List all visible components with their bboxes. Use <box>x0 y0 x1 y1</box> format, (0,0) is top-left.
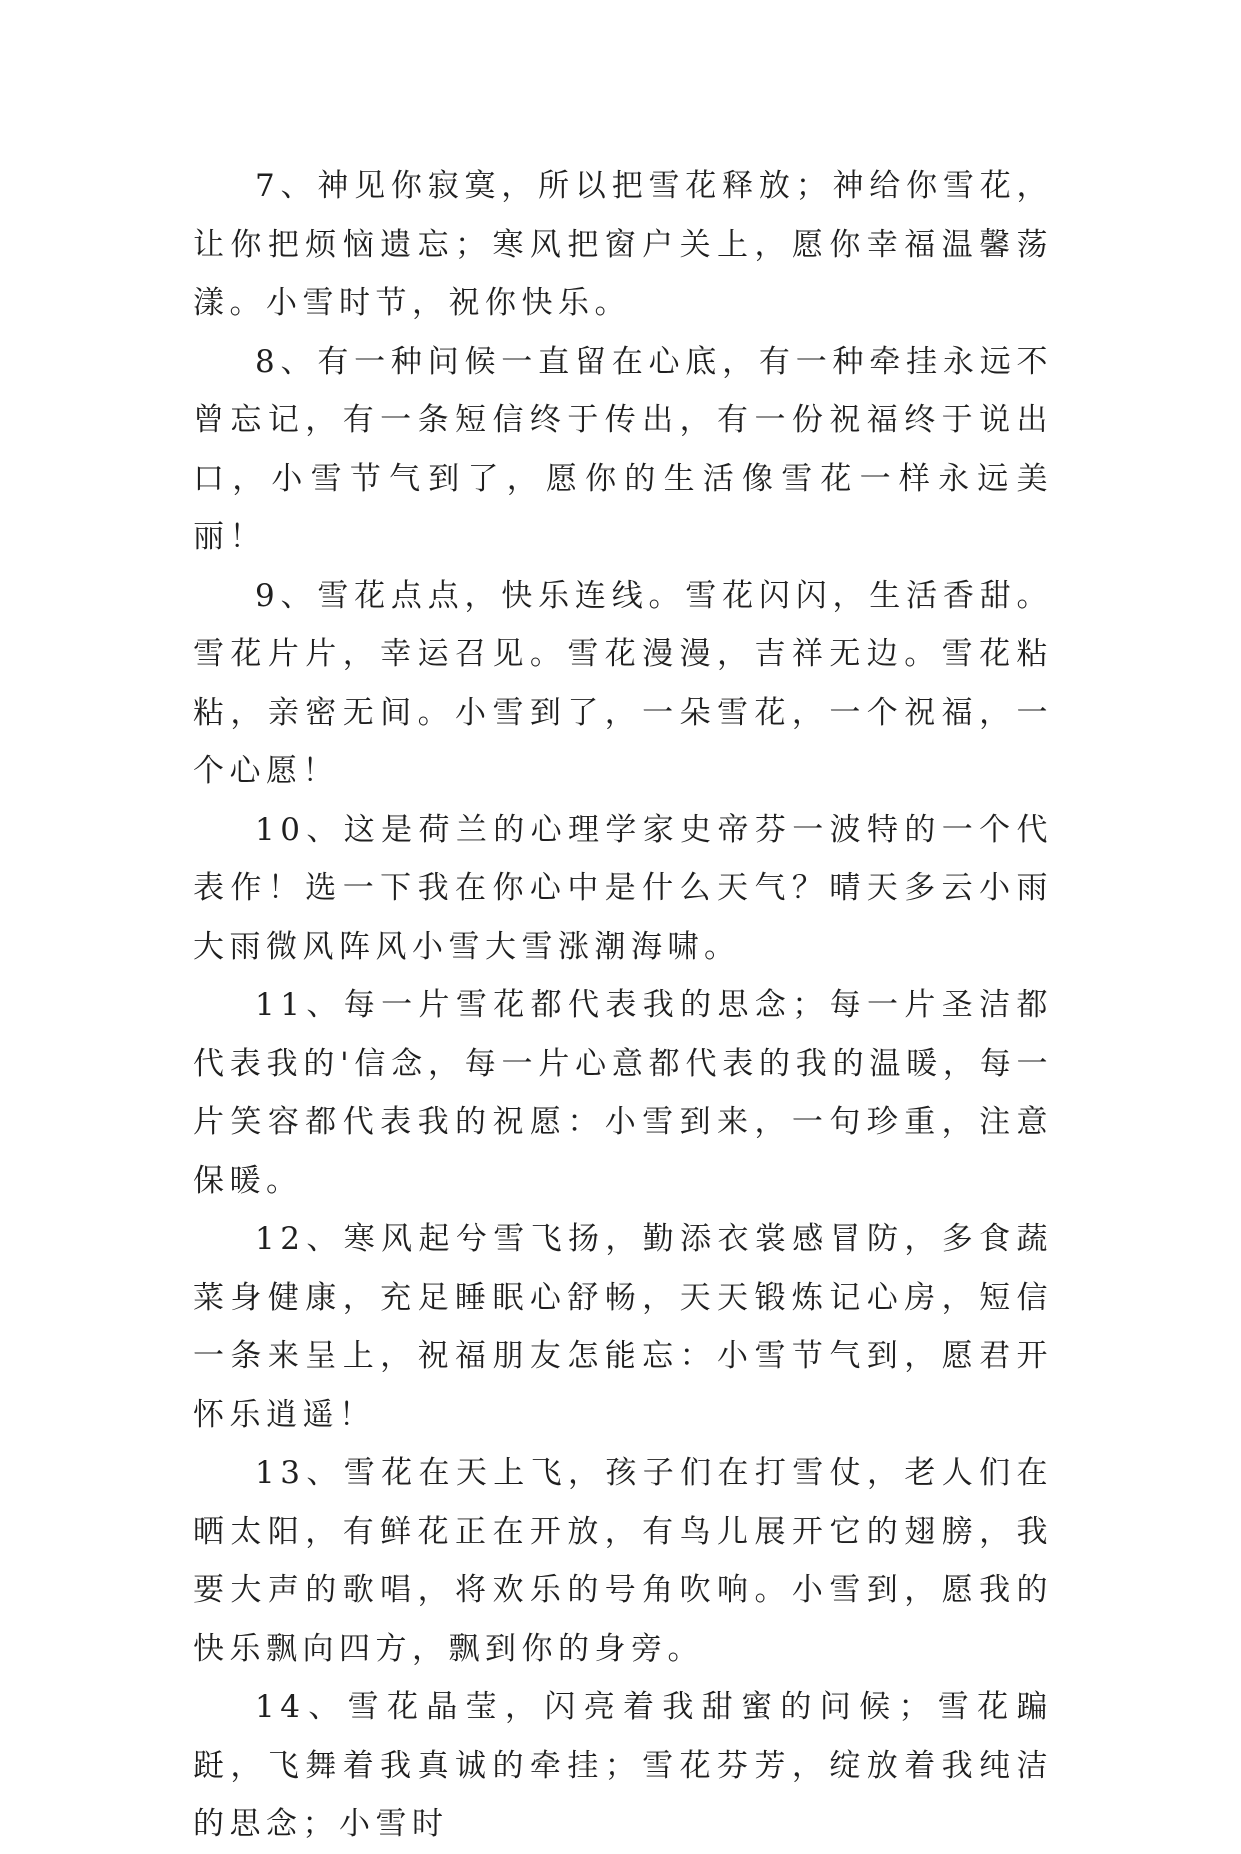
document-body <box>193 157 1053 1854</box>
paragraph-8: 8、有一种问候一直留在心底，有一种牵挂永远不曾忘记，有一条短信终于传出，有一份祝福终于说出口，小雪节气到了，愿你的生活像雪花一样永远美丽！ <box>193 343 1053 555</box>
paragraph-11: 11、每一片雪花都代表我的思念；每一片圣洁都代表我的'信念，每一片心意都代表的我的温暖，每一片笑容都代表我的祝愿：小雪到来，一句珍重，注意保暖。 <box>193 987 1053 1199</box>
paragraph-12: 12、寒风起兮雪飞扬，勤添衣裳感冒防，多食蔬菜身健康，充足睡眠心舒畅，天天锻炼记心房，短信一条来呈上，祝福朋友怎能忘：小雪节气到，愿君开怀乐逍遥！ <box>193 1221 1053 1433</box>
paragraph-7: 7、神见你寂寞，所以把雪花释放；神给你雪花，让你把烦恼遗忘；寒风把窗户关上，愿你幸福温馨荡漾。小雪时节，祝你快乐。 <box>193 168 1053 321</box>
paragraph-10: 10、这是荷兰的心理学家史帝芬一波特的一个代表作！选一下我在你心中是什么天气？晴天多云小雨大雨微风阵风小雪大雪涨潮海啸。 <box>193 811 1053 965</box>
paragraph-9: 9、雪花点点，快乐连线。雪花闪闪，生活香甜。雪花片片，幸运召见。雪花漫漫，吉祥无边。雪花粘粘，亲密无间。小雪到了，一朵雪花，一个祝福，一个心愿！ <box>193 577 1053 789</box>
paragraph-13: 13、雪花在天上飞，孩子们在打雪仗，老人们在晒太阳，有鲜花正在开放，有鸟儿展开它的翅膀，我要大声的歌唱，将欢乐的号角吹响。小雪到，愿我的快乐飘向四方，飘到你的身旁。 <box>193 1455 1053 1667</box>
paragraph-14: 14、雪花晶莹，闪亮着我甜蜜的问候；雪花蹁跹，飞舞着我真诚的牵挂；雪花芬芳，绽放着我纯洁的思念；小雪时 <box>193 1689 1053 1842</box>
